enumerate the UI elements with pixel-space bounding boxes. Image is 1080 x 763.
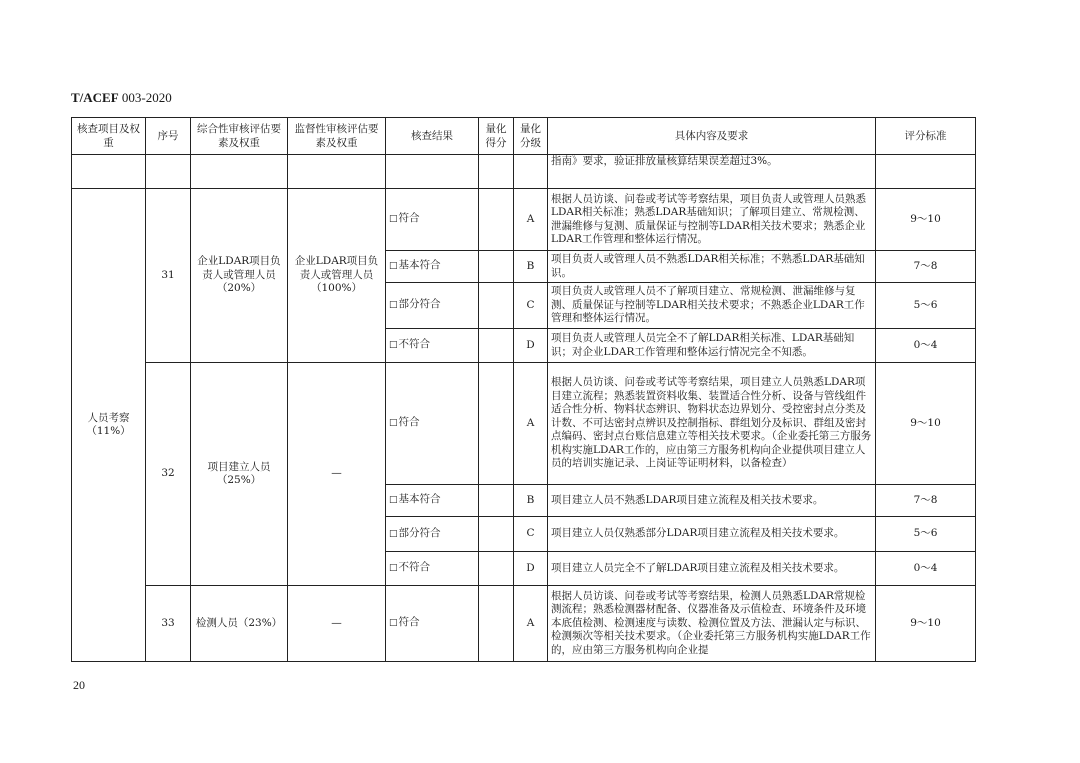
standard-cell: 7～8 [876, 251, 976, 283]
requirement-cell: 根据人员访谈、问卷或考试等考察结果，检测人员熟悉LDAR常规检测流程；熟悉检测器材配备、仪器准备及示值检查、环境条件及环境本底值检测、检测速度与读数、检测位置及方法、泄漏认定与标识、检测频次等相关技术要求。（企业委托第三方服务机构实施LDAR工作的，应由第三方服务机构向企业提 [548, 586, 876, 662]
score-cell [479, 283, 514, 329]
grade-cell: C [514, 517, 548, 552]
checkbox-icon: □ [389, 528, 398, 539]
grade-cell: A [514, 586, 548, 662]
comprehensive-element: 企业LDAR项目负责人或管理人员（20%） [191, 189, 288, 363]
grade-cell: D [514, 329, 548, 363]
standard-cell: 9～10 [876, 586, 976, 662]
grade-cell: A [514, 363, 548, 485]
result-cell: □部分符合 [386, 283, 479, 329]
requirement-cell: 项目建立人员不熟悉LDAR项目建立流程及相关技术要求。 [548, 485, 876, 517]
grade-cell: D [514, 552, 548, 586]
document-code: T/ACEF 003-2020 [71, 90, 172, 105]
result-cell: □不符合 [386, 329, 479, 363]
col-header-result: 核查结果 [386, 118, 479, 155]
continuation-row [72, 155, 976, 189]
col-header-standard: 评分标准 [876, 118, 976, 155]
checkbox-icon: □ [389, 618, 398, 629]
item-number: 33 [146, 586, 191, 662]
score-cell [479, 485, 514, 517]
standard-cell: 0～4 [876, 329, 976, 363]
col-header-comprehensive: 综合性审核评估要素及权重 [191, 118, 288, 155]
checkbox-icon: □ [389, 563, 398, 574]
grade-cell: B [514, 251, 548, 283]
grade-cell: B [514, 485, 548, 517]
requirement-cell: 项目负责人或管理人员不熟悉LDAR相关标准；不熟悉LDAR基础知识。 [548, 251, 876, 283]
requirement-cell: 项目负责人或管理人员完全不了解LDAR相关标准、LDAR基础知识；对企业LDAR工作管理和整体运行情况完全不知悉。 [548, 329, 876, 363]
supervisory-element: — [288, 586, 386, 662]
col-header-category: 核查项目及权重 [72, 118, 146, 155]
result-cell: □基本符合 [386, 251, 479, 283]
result-cell: □部分符合 [386, 517, 479, 552]
checkbox-icon: □ [389, 418, 398, 429]
category-cell: 人员考察 （11%） [72, 189, 146, 662]
col-header-requirement: 具体内容及要求 [548, 118, 876, 155]
score-cell [479, 189, 514, 251]
requirement-cell: 根据人员访谈、问卷或考试等考察结果，项目建立人员熟悉LDAR项目建立流程；熟悉装置资料收集、装置适合性分析、设备与管线组件适合性分析、物料状态辨识、物料状态边界划分、受控密封点分类及计数、不可达密封点辨识及控制指标、群组划分及标识、群组及密封点编码、密封点台账信息建立等相关技术要求。（企业委托第三方服务机构实施LDAR工作的，应由第三方服务机构向企业提供项目建立人员的培训实施记录、上岗证等证明材料，以备检查） [548, 363, 876, 485]
col-header-number: 序号 [146, 118, 191, 155]
standard-cell: 5～6 [876, 517, 976, 552]
col-header-grade: 量化分级 [514, 118, 548, 155]
requirement-cell: 项目建立人员完全不了解LDAR项目建立流程及相关技术要求。 [548, 552, 876, 586]
result-cell: □基本符合 [386, 485, 479, 517]
checkbox-icon: □ [389, 340, 398, 351]
checkbox-icon: □ [389, 300, 398, 311]
result-cell: □不符合 [386, 552, 479, 586]
table-row [72, 586, 976, 662]
score-cell [479, 363, 514, 485]
grade-cell: C [514, 283, 548, 329]
score-cell [479, 251, 514, 283]
requirement-cell: 根据人员访谈、问卷或考试等考察结果，项目负责人或管理人员熟悉LDAR相关标准；熟悉LDAR基础知识；了解项目建立、常规检测、泄漏维修与复测、质量保证与控制等LDAR相关技术要求；熟悉企业LDAR工作管理和整体运行情况。 [548, 189, 876, 251]
result-cell: □符合 [386, 363, 479, 485]
page-number: 20 [73, 678, 85, 692]
supervisory-element: — [288, 363, 386, 586]
table-row [72, 189, 976, 251]
item-number: 31 [146, 189, 191, 363]
score-cell [479, 517, 514, 552]
header-row [72, 118, 976, 155]
checkbox-icon: □ [389, 495, 398, 506]
standard-cell: 9～10 [876, 363, 976, 485]
continuation-requirement: 指南》要求，验证排放量核算结果误差超过3%。 [548, 155, 876, 189]
checkbox-icon: □ [389, 261, 398, 272]
requirement-cell: 项目负责人或管理人员不了解项目建立、常规检测、泄漏维修与复测、质量保证与控制等LDAR相关技术要求；不熟悉企业LDAR工作管理和整体运行情况。 [548, 283, 876, 329]
col-header-supervisory: 监督性审核评估要素及权重 [288, 118, 386, 155]
standard-cell: 7～8 [876, 485, 976, 517]
standard-cell: 0～4 [876, 552, 976, 586]
comprehensive-element: 项目建立人员（25%） [191, 363, 288, 586]
score-cell [479, 552, 514, 586]
requirement-cell: 项目建立人员仅熟悉部分LDAR项目建立流程及相关技术要求。 [548, 517, 876, 552]
score-cell [479, 586, 514, 662]
standard-cell: 9～10 [876, 189, 976, 251]
comprehensive-element: 检测人员（23%） [191, 586, 288, 662]
table-row [72, 363, 976, 485]
item-number: 32 [146, 363, 191, 586]
checkbox-icon: □ [389, 214, 398, 225]
result-cell: □符合 [386, 586, 479, 662]
score-cell [479, 329, 514, 363]
grade-cell: A [514, 189, 548, 251]
standard-cell: 5～6 [876, 283, 976, 329]
result-cell: □符合 [386, 189, 479, 251]
col-header-score: 量化得分 [479, 118, 514, 155]
supervisory-element: 企业LDAR项目负责人或管理人员（100%） [288, 189, 386, 363]
assessment-table [71, 117, 976, 662]
